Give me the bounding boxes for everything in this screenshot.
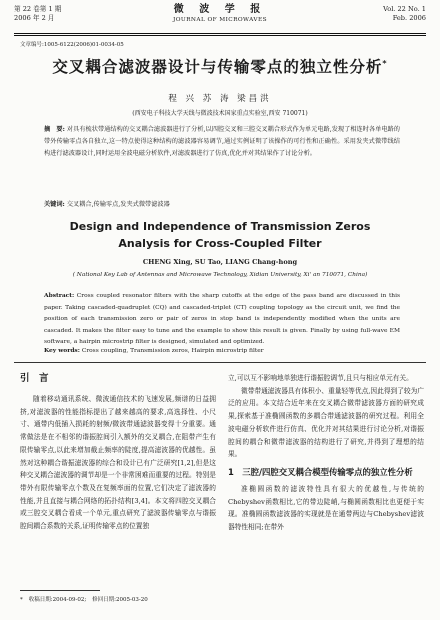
cn-abstract	[44, 124, 400, 160]
cn-keywords	[44, 200, 400, 210]
en-abstract	[44, 290, 400, 349]
cn-authors: 程 兴 苏 涛 梁昌洪	[168, 94, 272, 104]
header-volume-info-en	[383, 5, 426, 23]
en-keywords	[44, 346, 400, 356]
cn-title	[0, 55, 440, 77]
en-keywords-text: Cross coupling, Transmission zeros, Hairpin microstrip filter	[81, 348, 264, 354]
en-affiliation: ( National Key Lab of Antennas and Microwave Technology, Xidian University, Xi' an 710071, China)	[72, 272, 368, 278]
journal-name-en: JOURNAL OF MICROWAVES	[172, 17, 268, 23]
intro-paragraph: 随着移动通讯系统、微波通信技术的飞速发展,频谱的日益拥挤,对滤波器的性能指标提出了越来越高的要求,高选择性、小尺寸、通带内低插入损耗的射频/微波带通滤波器变得十分重要。通常做法是在不相邻的谐振腔间引入额外的交叉耦合,在阻带产生有限传输零点,以此来增加截止频率的陡度,提高滤波器的优越性。虽然对这种耦合谐振滤波器的综合和设计已有广泛研究[1,2],但是这种交叉耦合滤波器的调节却是一个非常困难而重要的过程。特别是带外有限传输零点个数及在复频率面的位置,它们决定了滤波器的性能,并且直接与耦合网络的拓扑结构[3,4]。本文将四腔交叉耦合或三腔交叉耦合看成一个单元,重点研究了滤波器传输零点与谐振腔间耦合系数的关系,证明传输零点的位置独	[20, 395, 216, 531]
header-rule-thin	[14, 35, 426, 36]
intro-continuation: 立,可以互不影响地单独进行谐振腔调节,且只与相应单元有关。	[228, 374, 413, 382]
header-date-en: Feb. 2006	[392, 14, 426, 22]
footnote-received: 收稿日期:2004-09-02;	[28, 597, 87, 603]
footnote-revised: 修回日期:2005-03-20	[92, 597, 148, 603]
en-title	[0, 218, 440, 252]
running-header	[14, 4, 426, 34]
en-keywords-label: Key words:	[44, 347, 80, 354]
cn-title-footnote-mark: *	[382, 58, 388, 68]
journal-name-cn: 微 波 学 报	[173, 4, 267, 15]
header-date-cn: 2006 年 2 月	[14, 14, 55, 22]
footnote-marker: *	[20, 597, 23, 603]
en-abstract-text: Cross coupled resonator filters with the sharp cutoffs at the edge of the pass band are discussed in this paper. Taking cascaded-quadruplet (CQ) and cascaded-triplet (CT) coupling topology as the circuit unit, we find the position of each transmission zero or pair of zeros in stop band is independently modified when the units are cascaded. It makes the filter easy to tune and the example to show this result is given. Finally by using full-wave EM software, a hairpin microstrip filter is designed, simulated and optimized.	[44, 293, 401, 346]
cn-abstract-text: 对具有梳状带通结构的交叉耦合滤波器进行了分析,以四腔交叉和三腔交叉耦合形式作为单元电路,发现了相连时各单电路的带外传输零点各自独立,这一特点使得这种结构的滤波器容易调节,通过实例证明了该操作的可行性和正确性。采用发夹式微带线结构进行滤波器设计,同时运用全波电磁分析软件,对滤波器进行了仿真,优化并对其结果作了讨论分析。	[44, 126, 400, 157]
article-number: 文章编号:1005-6122(2006)01-0034-05	[20, 42, 124, 48]
cn-keywords-text: 交叉耦合,传输零点,发夹式微带滤波器	[66, 201, 170, 208]
header-volume-cn: 第 22 卷第 1 期	[14, 5, 62, 13]
header-volume-en: Vol. 22 No. 1	[383, 5, 426, 13]
cn-keywords-label: 关键词:	[44, 201, 65, 208]
intro-heading: 引 言	[20, 373, 49, 384]
body-column-right	[228, 372, 424, 534]
cn-affiliation: (西安电子科技大学天线与微波技术国家重点实验室,西安 710071)	[132, 110, 308, 117]
en-abstract-label: Abstract:	[44, 292, 75, 299]
header-journal-name	[14, 4, 426, 25]
cn-title-text: 交叉耦合滤波器设计与传输零点的独立性分析	[52, 58, 383, 76]
cn-abstract-label: 摘 要:	[44, 126, 65, 133]
section1-heading: 1 三腔/四腔交叉耦合模型传输零点的独立性分析	[228, 466, 413, 477]
section1-paragraph: 准椭圆函数的滤波特性具有很大的优越性,与传统的Chebyshev函数相比,它的带边陡峭,与椭圆函数相比也更便于实现。准椭圆函数滤波器的实现就是在通带两边与Chebyshev滤波器特性相同;在带外	[228, 484, 424, 532]
header-rule-thick	[14, 33, 426, 34]
en-title-line2: Analysis for Cross-Coupled Filter	[118, 237, 322, 250]
abstract-separator	[14, 362, 426, 363]
en-title-line1: Design and Independence of Transmission Zeros	[69, 220, 371, 233]
footnote	[20, 595, 154, 603]
microstrip-paragraph: 微带带通滤波器具有体积小、重量轻等优点,因此得到了较为广泛的应用。本文结合近年来在交叉耦合微带滤波器方面的研究成果,探索基于准椭圆函数的多耦合带通滤波器的研究过程。利用全波电磁分析软件进行仿真、优化并对其结果进行讨论分析,对谐振腔间的耦合和微带滤波器的结构进行了研究,并得到了理想的结果。	[228, 386, 424, 459]
body-column-left	[20, 372, 216, 533]
en-authors: CHENG Xing, SU Tao, LIANG Chang-hong	[142, 258, 298, 266]
footnote-rule	[20, 590, 100, 591]
